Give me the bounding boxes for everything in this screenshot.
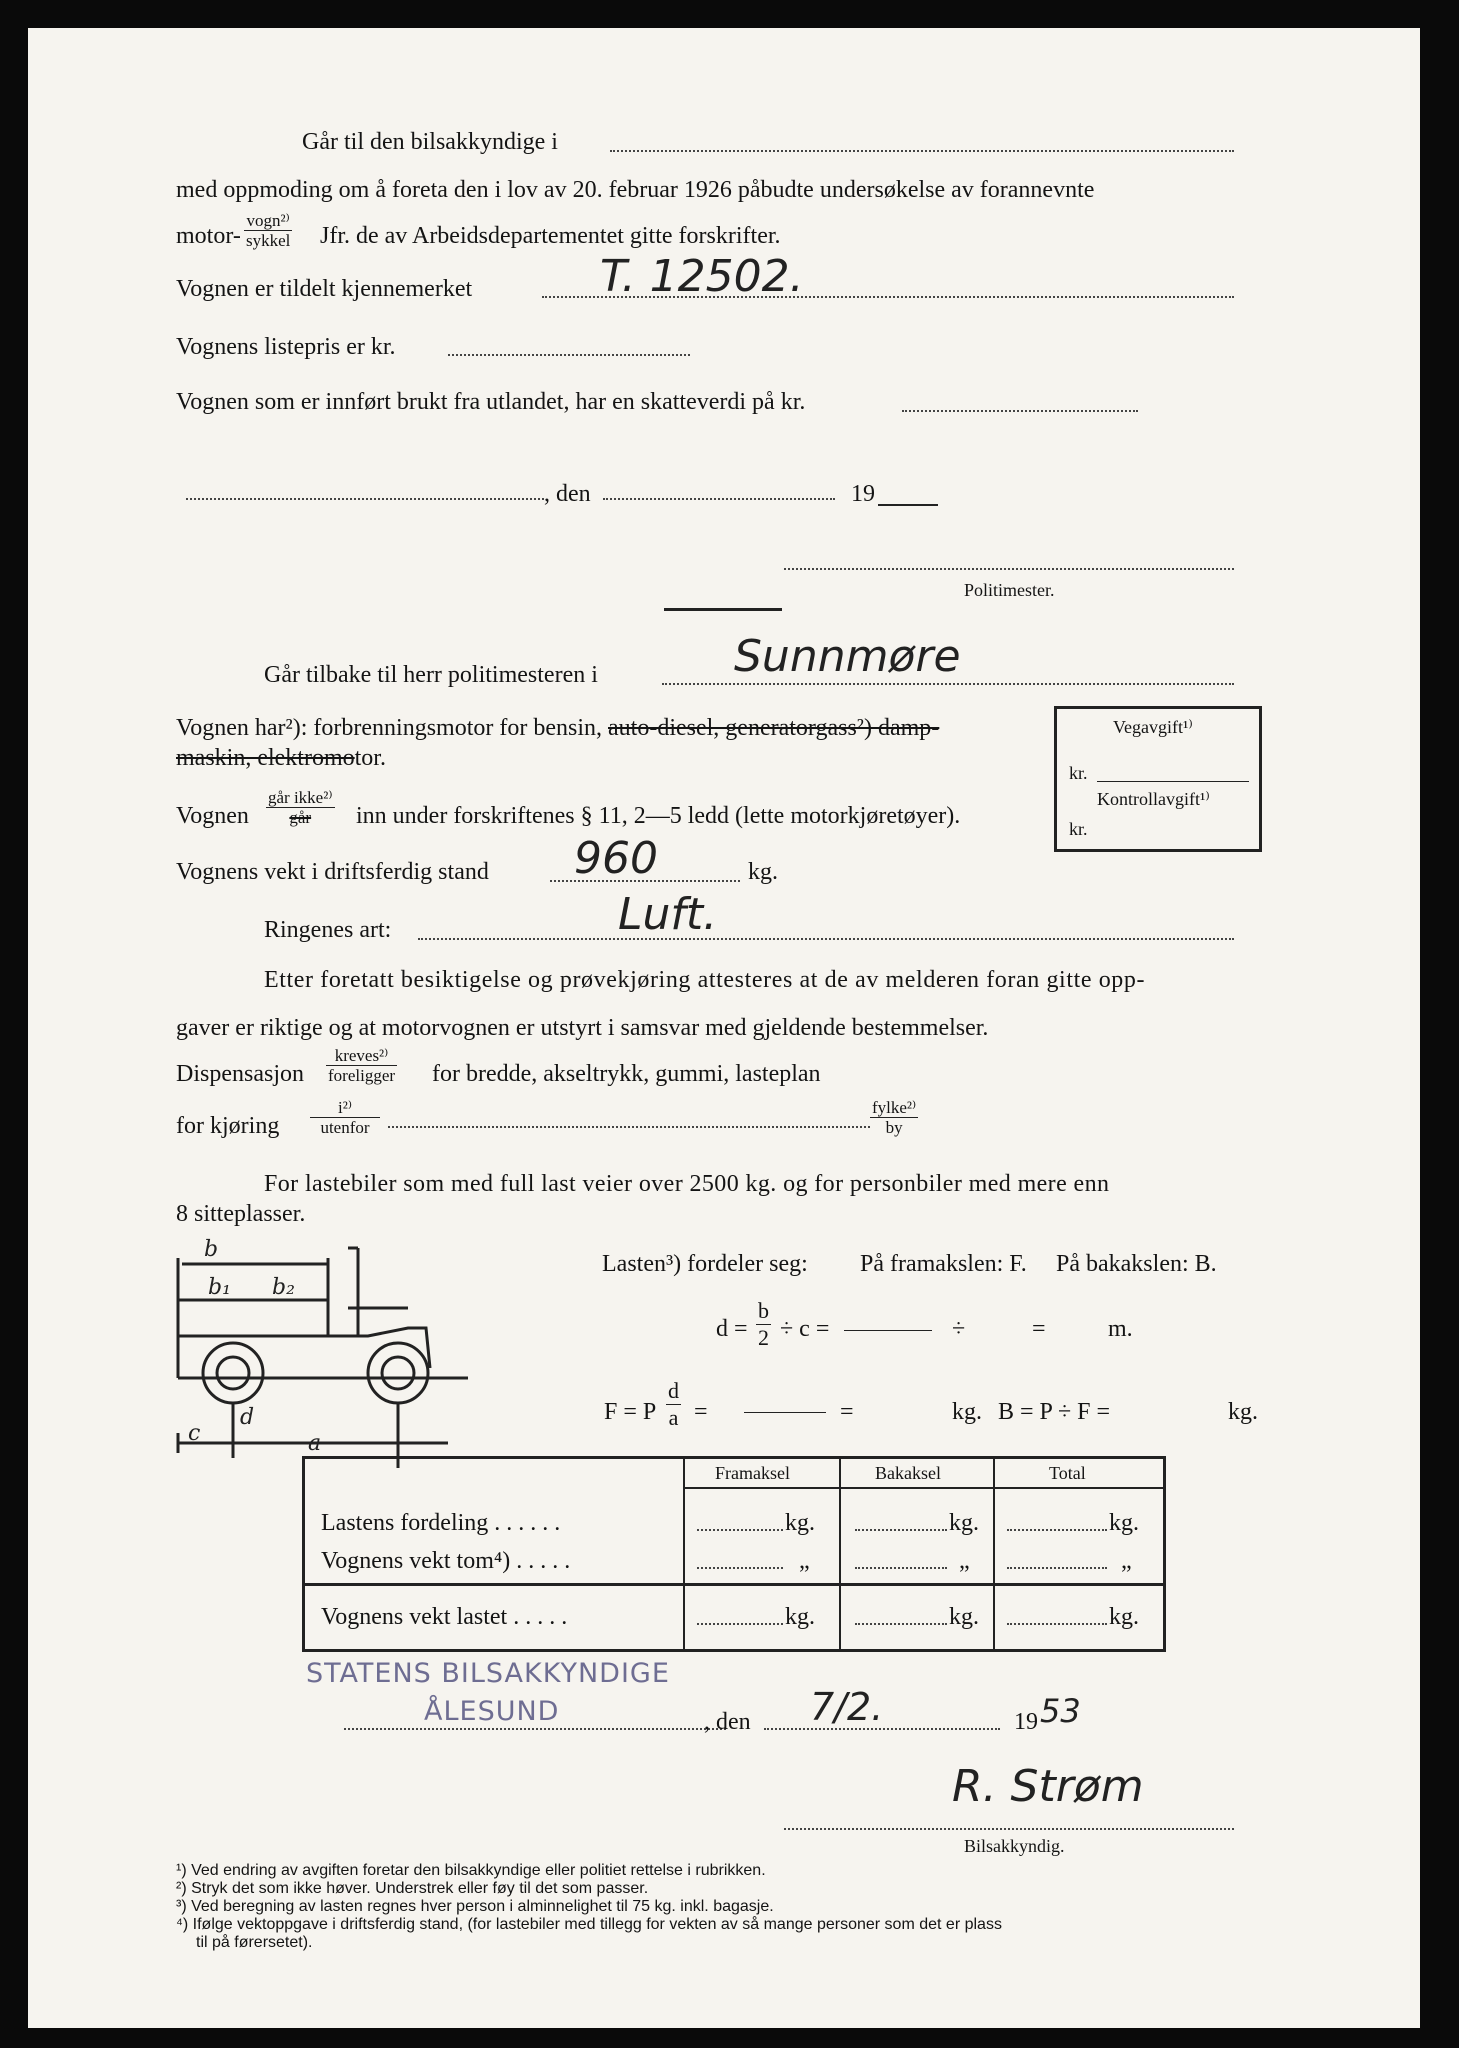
motor-den: sykkel [246, 231, 291, 250]
tom-framaksel-ditto: „ [799, 1548, 810, 1574]
return-label: Går tilbake til herr politimesteren i [264, 662, 598, 688]
truck-label-a: a [308, 1431, 322, 1456]
footnote-3: ³) Ved beregning av lasten regnes hver person i alminnelighet til 75 kg. inkl. bagasje. [176, 1898, 774, 1915]
m-unit: m. [1108, 1316, 1133, 1342]
ring-value: Luft. [618, 889, 718, 940]
header-line-1: Går til den bilsakkyndige i [302, 129, 558, 155]
two-den: 2 [758, 1325, 769, 1350]
year-field-1[interactable] [878, 504, 938, 506]
bakakslen-label: På bakakslen: B. [1056, 1251, 1217, 1277]
form-page [28, 28, 1420, 2028]
F-eq-1: = [694, 1399, 708, 1425]
tom-total-ditto: „ [1121, 1548, 1132, 1574]
place-field[interactable] [186, 498, 544, 500]
header-line-2: med oppmoding om å foreta den i lov av 20. februar 1926 påbudte undersøkelse av forannevnte [176, 177, 1095, 203]
lastens-total-unit: kg. [1109, 1510, 1139, 1536]
truck-rear-wheel [203, 1343, 263, 1403]
gaar-num: går ikke²⁾ [268, 788, 333, 807]
lastet-framaksel-unit: kg. [785, 1604, 815, 1630]
listepris-label: Vognens listepris er kr. [176, 334, 396, 360]
vegavgift-kr: kr. [1069, 763, 1088, 783]
disp-fraction [326, 1046, 397, 1085]
F-result-field[interactable] [744, 1412, 826, 1413]
b-over-2 [756, 1298, 771, 1351]
d-num: d [668, 1378, 679, 1403]
truck-front-wheel [368, 1343, 428, 1403]
return-value: Sunnmøre [734, 631, 961, 682]
vegavgift-label: Vegavgift¹⁾ [1113, 717, 1193, 737]
lastens-framaksel-unit: kg. [785, 1510, 815, 1536]
disp-den: foreligger [328, 1066, 396, 1085]
vekt-label: Vognens vekt i driftsferdig stand [176, 859, 489, 885]
truck-label-b2: b₂ [272, 1275, 295, 1300]
politimester-signature-line[interactable] [784, 568, 1234, 570]
motor-prefix: motor- [176, 223, 241, 249]
row-lastens-label: Lastens fordeling . . . . . . [321, 1510, 561, 1536]
year-prefix-2: 19 [1014, 1709, 1038, 1735]
vekt-unit: kg. [748, 859, 778, 885]
table-header-divider [683, 1487, 1163, 1489]
d-result-field[interactable] [844, 1330, 932, 1331]
date-value: 7/2. [810, 1685, 884, 1729]
disp-rest: for bredde, akseltrykk, gummi, lasteplan [432, 1061, 821, 1087]
skatteverdi-label: Vognen som er innført brukt fra utlandet, har en skatteverdi på kr. [176, 389, 806, 415]
tom-framaksel-field[interactable] [697, 1567, 783, 1569]
b-num: b [758, 1298, 769, 1323]
listepris-field[interactable] [448, 354, 690, 356]
footnote-4: ⁴) Ifølge vektoppgave i driftsferdig stand, (for lastebiler med tillegg for vekten av så mange personer som det er plass [176, 1916, 1002, 1933]
tom-bakaksel-field[interactable] [855, 1567, 947, 1569]
tom-total-field[interactable] [1007, 1567, 1107, 1569]
gaar-den: går [289, 808, 312, 827]
stamp-line-2: ÅLESUND [424, 1696, 560, 1727]
kjoring-label: for kjøring [176, 1113, 280, 1139]
div-sign: ÷ [952, 1316, 966, 1342]
divider [664, 608, 782, 611]
lastet-total-field[interactable] [1007, 1623, 1107, 1625]
lastet-bakaksel-unit: kg. [949, 1604, 979, 1630]
framakslen-label: På framakslen: F. [860, 1251, 1027, 1277]
year-value-2: 53 [1040, 1692, 1081, 1730]
lastens-total-field[interactable] [1007, 1529, 1107, 1531]
d-over-a [666, 1378, 681, 1431]
kjoring-field[interactable] [388, 1126, 870, 1128]
motor-type-a: Vognen har²): forbrenningsmotor for bensin, [176, 715, 602, 741]
truck-label-b: b [204, 1237, 219, 1262]
attest-line-1: Etter foretatt besiktigelse og prøvekjøring attesteres at de av melderen foran gitte opp- [264, 967, 1146, 993]
lasten-label: Lasten³) fordeler seg: [602, 1251, 808, 1277]
truck-diagram [168, 1228, 588, 1488]
kjoring-den: utenfor [320, 1118, 370, 1137]
truck-label-b1: b₁ [208, 1275, 231, 1300]
lastet-total-unit: kg. [1109, 1604, 1139, 1630]
lastens-bakaksel-unit: kg. [949, 1510, 979, 1536]
gaar-label: Vognen [176, 803, 249, 829]
kg-unit-2: kg. [1228, 1399, 1258, 1425]
return-field[interactable] [662, 683, 1234, 685]
kjoring-num: i²⁾ [310, 1098, 380, 1118]
weight-table [302, 1456, 1166, 1652]
gaar-fraction [266, 788, 335, 827]
kjoring-fraction [310, 1098, 380, 1137]
kontroll-label: Kontrollavgift¹⁾ [1097, 789, 1210, 809]
date-field-1[interactable] [603, 498, 835, 500]
stamp-line-1: STATENS BILSAKKYNDIGE [306, 1658, 670, 1689]
row-tom-label: Vognens vekt tom⁴) . . . . . [321, 1548, 571, 1574]
fylke-den: by [885, 1118, 903, 1137]
truck-rear-hub [217, 1357, 249, 1389]
lastens-framaksel-field[interactable] [697, 1529, 783, 1531]
F-formula-left: F = P [604, 1399, 657, 1425]
tom-bakaksel-ditto: „ [959, 1548, 970, 1574]
kjennemerke-value: T. 12502. [600, 251, 804, 302]
table-header-framaksel: Framaksel [715, 1463, 790, 1483]
motor-type-end: tor. [354, 745, 386, 771]
F-eq-2: = [840, 1399, 854, 1425]
truck-label-c: c [188, 1421, 201, 1446]
den-label-1: , den [544, 481, 591, 507]
eq-sign: = [1032, 1316, 1046, 1342]
bilsakkyndig-signature-line[interactable] [784, 1828, 1234, 1830]
den-label-2: , den [704, 1709, 751, 1735]
ring-label: Ringenes art: [264, 917, 392, 943]
politimester-label: Politimester. [964, 580, 1055, 600]
stamp-place-field[interactable] [344, 1728, 726, 1730]
year-label-1: 19 [851, 481, 875, 507]
motor-type-line-2 [176, 744, 386, 772]
disp-num: kreves²⁾ [326, 1046, 397, 1066]
lastens-bakaksel-field[interactable] [855, 1529, 947, 1531]
lastet-bakaksel-field[interactable] [855, 1623, 947, 1625]
truck-front-hub [382, 1357, 414, 1389]
vekt-value: 960 [574, 833, 658, 884]
skatteverdi-field[interactable] [902, 410, 1138, 412]
fees-box [1054, 706, 1262, 852]
lastet-framaksel-field[interactable] [697, 1623, 783, 1625]
bilsakkyndig-label: Bilsakkyndig. [964, 1836, 1065, 1856]
row-lastet-label: Vognens vekt lastet . . . . . [321, 1604, 568, 1630]
motor-type-label [176, 714, 939, 742]
laste-line-1: For lastebiler som med full last veier over 2500 kg. og for personbiler med mere enn [264, 1171, 1110, 1197]
fylke-fraction [870, 1098, 918, 1137]
attest-line-2: gaver er riktige og at motorvognen er utstyrt i samsvar med gjeldende bestemmelser. [176, 1015, 989, 1041]
motor-type-strike-b: maskin, elektromo [176, 745, 355, 771]
minus-c: ÷ c = [780, 1316, 830, 1342]
kg-unit-1: kg. [952, 1399, 982, 1425]
header-line-3: Jfr. de av Arbeidsdepartementet gitte forskrifter. [320, 223, 781, 249]
motor-type-strike-a: auto-diesel, generatorgass²) damp- [608, 715, 940, 741]
motor-num: vogn²⁾ [244, 211, 292, 231]
kjennemerke-label: Vognen er tildelt kjennemerket [176, 276, 473, 302]
footnote-1: ¹) Ved endring av avgiften foretar den bilsakkyndige eller politiet rettelse i rubrikken. [176, 1862, 766, 1879]
table-header-bakaksel: Bakaksel [875, 1463, 941, 1483]
table-row-divider [305, 1583, 1163, 1586]
bilsakkyndig-signature: R. Strøm [952, 1761, 1144, 1812]
a-den: a [668, 1405, 679, 1430]
bilsakkyndige-field[interactable] [610, 150, 1234, 152]
d-formula-left: d = [716, 1316, 748, 1342]
table-header-total: Total [1049, 1463, 1086, 1483]
B-formula: B = P ÷ F = [998, 1399, 1111, 1425]
gaar-rest: inn under forskriftenes § 11, 2—5 ledd (lette motorkjøretøyer). [356, 803, 961, 829]
fylke-num: fylke²⁾ [872, 1098, 917, 1117]
motor-fraction [244, 211, 292, 250]
footnote-4-cont: til på førersetet). [196, 1934, 313, 1951]
disp-label: Dispensasjon [176, 1061, 304, 1087]
footnote-2: ²) Stryk det som ikke høver. Understrek eller føy til det som passer. [176, 1880, 649, 1897]
ring-field[interactable] [418, 938, 1234, 940]
kontroll-kr: kr. [1069, 819, 1088, 839]
laste-line-2: 8 sitteplasser. [176, 1201, 306, 1227]
truck-label-d: d [240, 1405, 255, 1430]
vegavgift-field[interactable] [1097, 781, 1249, 782]
